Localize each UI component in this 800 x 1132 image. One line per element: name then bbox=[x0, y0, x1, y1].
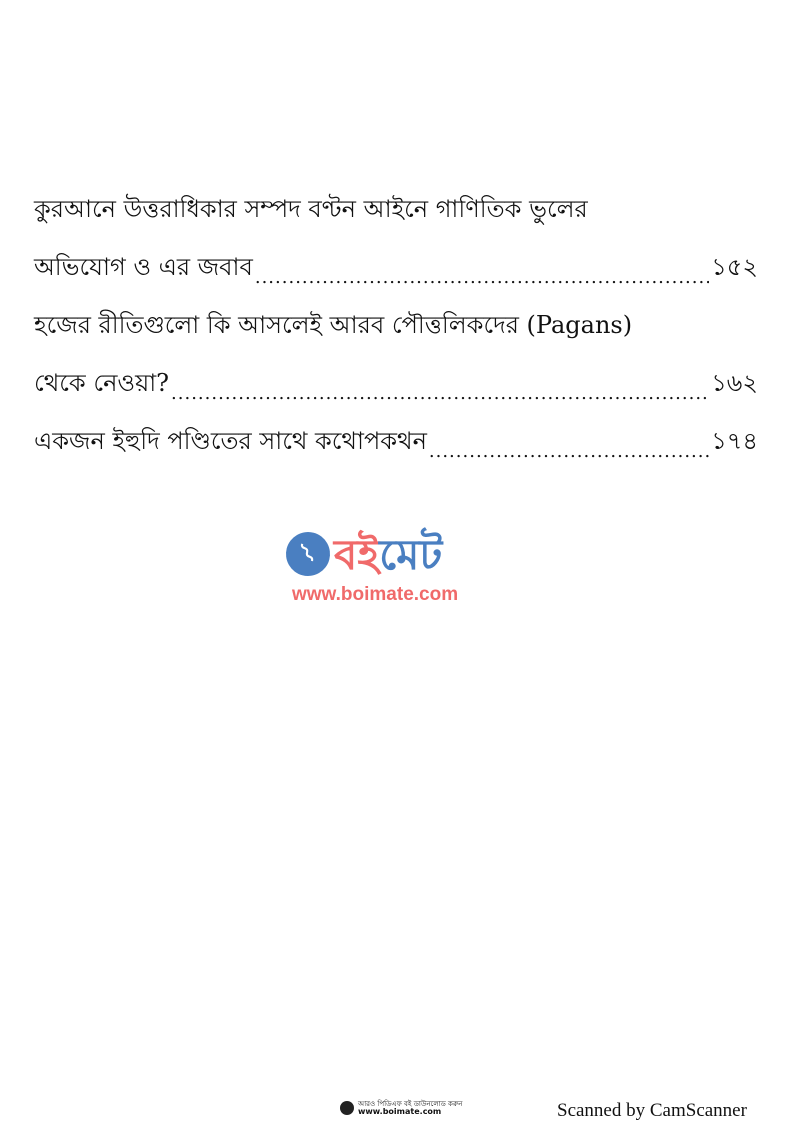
paperclip-icon: ⌇ bbox=[278, 524, 338, 584]
toc-entry-title: একজন ইহুদি পণ্ডিতের সাথে কথোপকথন bbox=[34, 427, 427, 455]
footer-badge bbox=[340, 1100, 462, 1116]
toc-page-number: ১৭৪ bbox=[711, 427, 758, 455]
toc-entry-title: থেকে নেওয়া? bbox=[34, 369, 170, 397]
badge-logo-icon bbox=[340, 1101, 354, 1115]
badge-url: www.boimate.com bbox=[358, 1107, 442, 1116]
toc-entry-line bbox=[34, 182, 758, 240]
toc-entry-line bbox=[34, 356, 758, 414]
logo-wordmark bbox=[334, 522, 442, 593]
toc-entry-title: হজের রীতিগুলো কি আসলেই আরব পৌত্তলিকদের (Pagans) bbox=[34, 311, 633, 339]
toc-entry-title: কুরআনে উত্তরাধিকার সম্পদ বণ্টন আইনে গাণিতিক ভুলের bbox=[34, 195, 588, 223]
watermark-url: www.boimate.com bbox=[292, 584, 459, 605]
toc-page-number: ১৫২ bbox=[711, 253, 758, 281]
dot-leader bbox=[429, 435, 709, 463]
dot-leader bbox=[255, 261, 709, 289]
toc-entry-line bbox=[34, 414, 758, 472]
boimate-watermark-logo bbox=[286, 522, 516, 612]
logo-part-2: মেট bbox=[379, 530, 443, 579]
logo-part-1: বই bbox=[334, 530, 380, 579]
toc-entry-line bbox=[34, 298, 758, 356]
toc-entry-line bbox=[34, 240, 758, 298]
table-of-contents bbox=[34, 182, 758, 472]
badge-line-1: আরও পিডিএফ বই ডাউনলোড করুন bbox=[358, 1100, 463, 1108]
toc-entry-title: অভিযোগ ও এর জবাব bbox=[34, 253, 253, 281]
camscanner-label: Scanned by CamScanner bbox=[557, 1100, 747, 1121]
toc-page-number: ১৬২ bbox=[711, 369, 758, 397]
dot-leader bbox=[171, 377, 709, 405]
